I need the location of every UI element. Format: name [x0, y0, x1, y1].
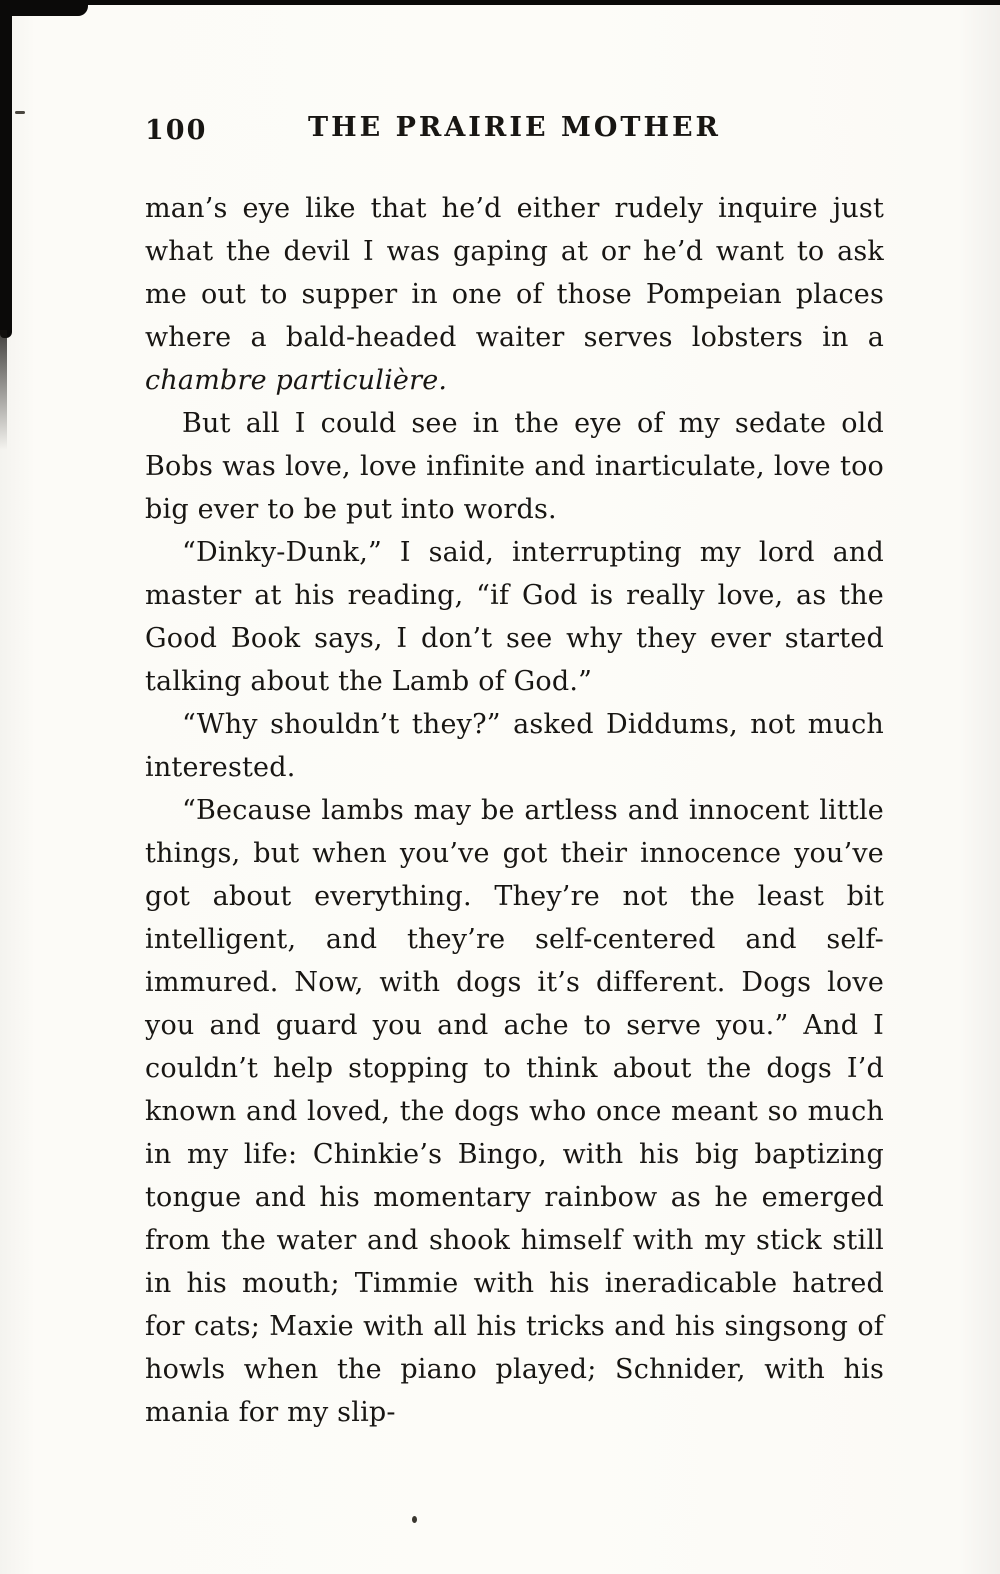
paragraph	[145, 531, 884, 703]
paragraph	[145, 703, 884, 789]
text-run: “Dinky-Dunk,” I said, interrupting my lord and master at his reading, “if God is really love, as the Good Book says, I don’t see why they ever started talking about the Lamb of God.”	[145, 537, 884, 697]
scan-edge-left-fade	[0, 330, 7, 450]
paragraph	[145, 187, 884, 402]
running-title: THE PRAIRIE MOTHER	[308, 112, 721, 143]
text-run: But all I could see in the eye of my sedate old Bobs was love, love infinite and inarticulate, love too big ever to be put into words.	[145, 408, 884, 525]
page-text	[145, 187, 884, 1434]
scan-edge-left	[0, 0, 12, 338]
scan-mark-dash	[15, 111, 25, 114]
paragraph	[145, 789, 884, 1434]
scan-edge-top-left	[0, 0, 88, 16]
page-header	[145, 112, 884, 152]
text-run: “Because lambs may be artless and innocent little things, but when you’ve got their innocence you’ve got about everything. They’re not the least bit intelligent, and they’re self-centered and self-immured. Now, with dogs it’s different. Dogs love you and guard you and ache to serve you.” And I couldn’t help stopping to think about the dogs I’d known and loved, the dogs who once meant so much in my life: Chinkie’s Bingo, with his big baptizing tongue and his momentary rainbow as he emerged from the water and shook himself with my stick still in his mouth; Timmie with his ineradicable hatred for cats; Maxie with all his tricks and his singsong of howls when the piano played; Schnider, with his mania for my slip-	[145, 795, 884, 1428]
page-number: 100	[145, 115, 208, 146]
text-run: “Why shouldn’t they?” asked Diddums, not much interested.	[145, 709, 884, 783]
scan-mark-dot	[412, 1516, 417, 1523]
text-run: man’s eye like that he’d either rudely inquire just what the devil I was gaping at or he’d want to ask me out to supper in one of those Pompeian places where a bald-headed waiter serves lobsters in a	[145, 193, 884, 353]
italic-text-run: chambre particulière.	[145, 365, 448, 396]
paragraph	[145, 402, 884, 531]
scan-edge-top	[0, 0, 1000, 5]
